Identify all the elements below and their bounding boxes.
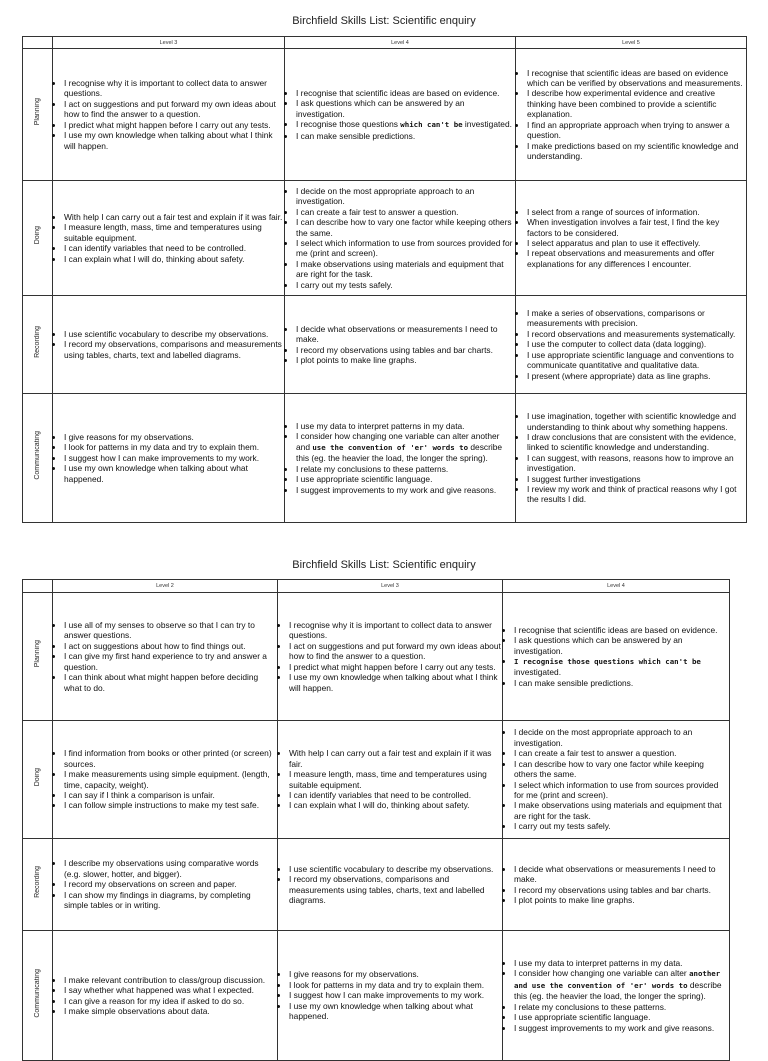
skills-cell (285, 394, 516, 523)
level-header: Level 3 (53, 37, 285, 49)
skill-item-emphasis: which can't be (400, 120, 463, 130)
row-label-cell (23, 49, 53, 181)
skill-item: • I make observations using materials and equipment that are right for the task. (296, 259, 515, 280)
skills-cell (516, 296, 747, 394)
skill-item: • I suggest improvements to my work and give reasons. (296, 485, 515, 495)
level-header: Level 3 (278, 580, 503, 593)
skill-item: • I recognise why it is important to collect data to answer questions. (289, 620, 502, 641)
skills-cell (516, 394, 747, 523)
skills-cell (503, 593, 730, 721)
skills-table (22, 579, 730, 1061)
skill-item: • I repeat observations and measurements and offer explanations for any differences I encounter. (527, 248, 746, 269)
row-label: Doing (33, 226, 41, 245)
skill-item: • I make simple observations about data. (64, 1006, 277, 1016)
skills-cell (53, 593, 278, 721)
row-label-cell (23, 721, 53, 839)
skill-item: • I make measurements using simple equipment. (length, time, capacity, weight). (64, 769, 277, 790)
skill-item: • I use my own knowledge when talking about what I think will happen. (289, 672, 502, 693)
skill-item: • I measure length, mass, time and temperatures using suitable equipment. (64, 222, 284, 243)
skill-item: • I make relevant contribution to class/group discussion. (64, 975, 277, 985)
skill-item: • I make observations using materials and equipment that are right for the task. (514, 800, 729, 821)
skill-row (23, 839, 730, 931)
skill-row (23, 181, 747, 296)
skill-item (514, 656, 729, 678)
skills-list (278, 620, 502, 693)
skills-cell (53, 181, 285, 296)
skills-list (53, 78, 284, 151)
skill-item: • I say whether what happened was what I expected. (64, 985, 277, 995)
row-label: Communicating (33, 431, 41, 480)
skills-list (285, 421, 515, 495)
skill-item: • I describe how experimental evidence and creative thinking have been combined to provide a scientific explanation. (527, 88, 746, 119)
skills-list (503, 625, 729, 688)
skill-item: • I use scientific vocabulary to describe my observations. (64, 329, 284, 339)
skill-item: • I decide on the most appropriate approach to an investigation. (514, 727, 729, 748)
skill-row (23, 721, 730, 839)
skill-item-emphasis: use the convention of 'er' words to (312, 442, 469, 452)
row-label: Planning (33, 640, 41, 668)
skills-cell (516, 181, 747, 296)
skills-list (516, 308, 746, 381)
skill-item: • I decide what observations or measurements I need to make. (296, 324, 515, 345)
skill-item: • I can describe how to vary one factor while keeping others the same. (296, 217, 515, 238)
skills-list (503, 864, 729, 906)
skill-item: • I record observations and measurements systematically. (527, 329, 746, 339)
skills-list (503, 958, 729, 1033)
skill-item: • I use my own knowledge when talking about what happened. (64, 463, 284, 484)
skill-item: • I draw conclusions that are consistent with the evidence, linked to scientific knowledge and understanding. (527, 432, 746, 453)
skills-cell (53, 839, 278, 931)
skill-item: • I can describe how to vary one factor while keeping others the same. (514, 759, 729, 780)
skill-item: • I can give a reason for my idea if asked to do so. (64, 996, 277, 1006)
skill-row (23, 394, 747, 523)
skill-item: • I suggest further investigations (527, 474, 746, 484)
skills-list (53, 858, 277, 910)
skills-list (53, 329, 284, 360)
skills-cell (278, 839, 503, 931)
skill-item: • I record my observations using tables and bar charts. (514, 885, 729, 895)
skills-list (278, 969, 502, 1021)
skills-cell (278, 931, 503, 1061)
skills-table (22, 36, 747, 523)
skills-list (503, 727, 729, 831)
row-label: Doing (33, 767, 41, 787)
skills-cell (516, 49, 747, 181)
skill-item: • I recognise why it is important to collect data to answer questions. (64, 78, 284, 99)
skill-item: • I suggest how I can make improvements to my work. (64, 453, 284, 463)
skills-list (53, 620, 277, 693)
skill-item-emphasis: another and use the convention of 'er' words to (514, 969, 721, 990)
skill-item (296, 431, 515, 463)
skill-item: • I act on suggestions and put forward my own ideas about how to find the answer to a question. (289, 641, 502, 662)
skill-item: • I review my work and think of practical reasons why I got the results I did. (527, 484, 746, 505)
row-label: Communicating (33, 968, 41, 1018)
skill-row (23, 49, 747, 181)
skill-item-text: describe this (eg. the heavier the load, the longer the spring). (514, 979, 722, 1002)
skill-item: • I use appropriate scientific language. (296, 474, 515, 484)
skills-list (278, 864, 502, 906)
skill-item: • I measure length, mass, time and temperatures using suitable equipment. (289, 769, 502, 790)
skill-row (23, 931, 730, 1061)
skill-item: • I make a series of observations, comparisons or measurements with precision. (527, 308, 746, 329)
skills-cell (285, 49, 516, 181)
skill-item: • I use my own knowledge when talking about what I think will happen. (64, 130, 284, 151)
skill-item: • I can identify variables that need to be controlled. (289, 790, 502, 800)
skill-item-text: investigated. (514, 667, 562, 678)
skill-item: • I decide what observations or measurements I need to make. (514, 864, 729, 885)
skill-item: • I plot points to make line graphs. (514, 895, 729, 905)
skill-item-text: describe this (eg. the heavier the load, the longer the spring). (296, 441, 503, 464)
skill-item: • I can follow simple instructions to make my test safe. (64, 800, 277, 810)
skills-cell (503, 931, 730, 1061)
row-label-cell (23, 296, 53, 394)
skill-item: • I select from a range of sources of information. (527, 207, 746, 217)
header-corner-cell (23, 580, 53, 593)
skills-list (285, 324, 515, 366)
skill-item: • I find information from books or other printed (or screen) sources. (64, 748, 277, 769)
skill-item: • I can explain what I will do, thinking about safety. (289, 800, 502, 810)
skills-cell (53, 931, 278, 1061)
skills-cell (53, 394, 285, 523)
skill-item: • I use scientific vocabulary to describe my observations. (289, 864, 502, 874)
skill-item: • I use imagination, together with scientific knowledge and understanding to think about why something happens. (527, 411, 746, 432)
skill-item: • I look for patterns in my data and try to explain them. (289, 980, 502, 990)
skills-cell (53, 721, 278, 839)
skill-item: • I ask questions which can be answered by an investigation. (514, 635, 729, 656)
page-title: Birchfield Skills List: Scientific enquiry (292, 15, 476, 27)
skill-item-text: investigated. (462, 119, 512, 130)
skills-cell (285, 181, 516, 296)
skill-item: • I act on suggestions about how to find things out. (64, 641, 277, 651)
level-header: Level 2 (53, 580, 278, 593)
level-header-row (23, 580, 730, 593)
skill-item: • I predict what might happen before I carry out any tests. (289, 662, 502, 672)
skill-item: • When investigation involves a fair test, I find the key factors to be considered. (527, 217, 746, 238)
page-title: Birchfield Skills List: Scientific enquiry (292, 559, 476, 571)
skill-item: • I recognise that scientific ideas are based on evidence. (296, 88, 515, 98)
level-header: Level 4 (503, 580, 730, 593)
row-label-cell (23, 593, 53, 721)
skill-item: • I can show my findings in diagrams, by completing simple tables or in writing. (64, 890, 277, 911)
skills-cell (503, 721, 730, 839)
skill-item: • I use my data to interpret patterns in my data. (514, 958, 729, 968)
row-label-cell (23, 839, 53, 931)
skill-item-text: I consider how changing one variable can alter another and (296, 431, 500, 452)
skill-item: • I record my observations, comparisons and measurements using tables, charts, text and labelled diagrams. (289, 874, 502, 905)
skills-cell (285, 296, 516, 394)
skill-item: • I can give my first hand experience to try and answer a question. (64, 651, 277, 672)
skill-item: • I give reasons for my observations. (289, 969, 502, 979)
level-header-row (23, 37, 747, 49)
skills-cell (503, 839, 730, 931)
skill-item: • With help I can carry out a fair test and explain if it was fair. (289, 748, 502, 769)
skill-item: • I can make sensible predictions. (514, 678, 729, 688)
level-header: Level 5 (516, 37, 747, 49)
skill-item: • I suggest how I can make improvements to my work. (289, 990, 502, 1000)
skills-cell (53, 296, 285, 394)
skill-item: • I use all of my senses to observe so that I can try to answer questions. (64, 620, 277, 641)
skill-item: • I act on suggestions and put forward my own ideas about how to find the answer to a question. (64, 99, 284, 120)
skill-item: • I can think about what might happen before deciding what to do. (64, 672, 277, 693)
row-label-cell (23, 181, 53, 296)
skill-item: • I can create a fair test to answer a question. (296, 207, 515, 217)
skill-item: • I relate my conclusions to these patterns. (514, 1002, 729, 1012)
skills-table-container (22, 579, 732, 1033)
skill-item: • I can say if I think a comparison is unfair. (64, 790, 277, 800)
row-label: Recording (33, 866, 41, 898)
skills-table-container (22, 36, 748, 523)
skills-list (278, 748, 502, 810)
skill-item-text: I recognise those questions (296, 119, 401, 130)
skill-item: • I carry out my tests safely. (514, 821, 729, 831)
level-header: Level 4 (285, 37, 516, 49)
skills-list (285, 88, 515, 141)
skill-item: • I find an appropriate approach when trying to answer a question. (527, 120, 746, 141)
skill-item: • I use my own knowledge when talking about what happened. (289, 1001, 502, 1022)
skill-item: • I use appropriate scientific language and conventions to communicate quantitative and qualitative data. (527, 350, 746, 371)
skills-list (53, 212, 284, 264)
skill-item: • I carry out my tests safely. (296, 280, 515, 290)
skills-list (53, 432, 284, 484)
skills-cell (278, 721, 503, 839)
skill-item: • With help I can carry out a fair test and explain if it was fair. (64, 212, 284, 222)
skill-item: • I look for patterns in my data and try to explain them. (64, 442, 284, 452)
skill-item: • I describe my observations using comparative words (e.g. slower, hotter, and bigger). (64, 858, 277, 879)
skill-item: • I can identify variables that need to be controlled. (64, 243, 284, 253)
skill-item: • I can make sensible predictions. (296, 131, 515, 141)
row-label-cell (23, 931, 53, 1061)
skill-row (23, 593, 730, 721)
skills-cell (53, 49, 285, 181)
skill-item: • I use the computer to collect data (data logging). (527, 339, 746, 349)
skill-item: • I select which information to use from sources provided for me (print and screen). (296, 238, 515, 259)
skills-list (516, 411, 746, 505)
skill-item: • I can create a fair test to answer a question. (514, 748, 729, 758)
skill-item: • I present (where appropriate) data as line graphs. (527, 371, 746, 381)
row-label-cell (23, 394, 53, 523)
skill-item: • I record my observations using tables and bar charts. (296, 345, 515, 355)
skill-item: • I can suggest, with reasons, reasons how to improve an investigation. (527, 453, 746, 474)
skill-item (296, 119, 515, 130)
skills-cell (278, 593, 503, 721)
header-corner-cell (23, 37, 53, 49)
skill-item: • I use my data to interpret patterns in my data. (296, 421, 515, 431)
skill-item: • I decide on the most appropriate approach to an investigation. (296, 186, 515, 207)
skill-item: • I relate my conclusions to these patterns. (296, 464, 515, 474)
skill-item: • I suggest improvements to my work and give reasons. (514, 1023, 729, 1033)
skill-item: • I select which information to use from sources provided for me (print and screen). (514, 780, 729, 801)
skill-item: • I make predictions based on my scientific knowledge and understanding. (527, 141, 746, 162)
skills-list (53, 748, 277, 810)
skill-item: • I predict what might happen before I carry out any tests. (64, 120, 284, 130)
skill-item: • I record my observations, comparisons and measurements using tables, charts, text and labelled diagrams. (64, 339, 284, 360)
skills-list (285, 186, 515, 290)
skill-item: • I give reasons for my observations. (64, 432, 284, 442)
skills-list (516, 68, 746, 162)
row-label: Recording (33, 326, 41, 358)
skill-item-emphasis: I recognise those questions which can't be (514, 657, 701, 666)
skills-list (516, 207, 746, 269)
skill-item: • I ask questions which can be answered by an investigation. (296, 98, 515, 119)
skill-item: • I can explain what I will do, thinking about safety. (64, 254, 284, 264)
skills-list (53, 975, 277, 1017)
skill-item: • I use appropriate scientific language. (514, 1012, 729, 1022)
skill-row (23, 296, 747, 394)
skill-item: • I recognise that scientific ideas are based on evidence which can be verified by observations and measurements. (527, 68, 746, 89)
skill-item: • I select apparatus and plan to use it effectively. (527, 238, 746, 248)
skill-item (514, 968, 729, 1001)
row-label: Planning (33, 98, 41, 126)
skill-item: • I recognise that scientific ideas are based on evidence. (514, 625, 729, 635)
skill-item: • I plot points to make line graphs. (296, 355, 515, 365)
skill-item-text: I consider how changing one variable can alter (514, 968, 690, 979)
skill-item: • I record my observations on screen and paper. (64, 879, 277, 889)
